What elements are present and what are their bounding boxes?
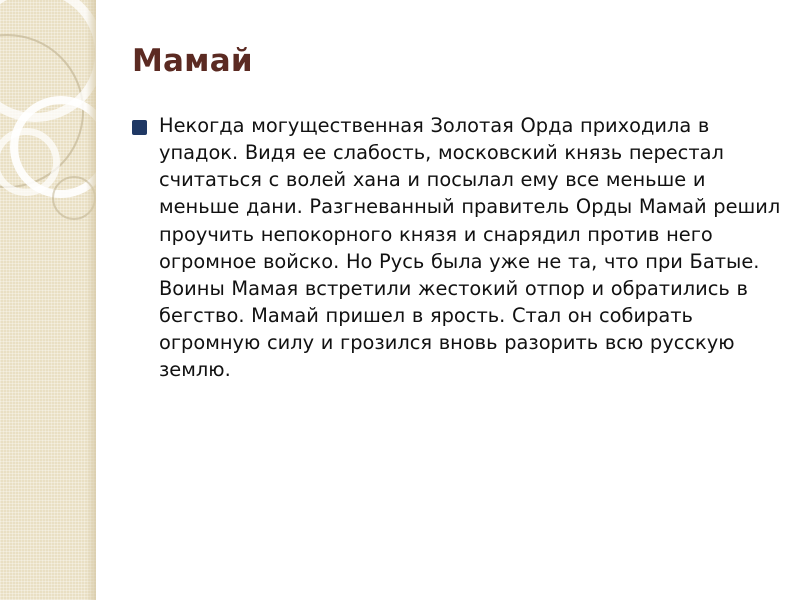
bullet-list: [132, 112, 788, 384]
square-bullet-icon: [132, 120, 147, 135]
list-item: [132, 112, 788, 384]
page-title: Мамай: [132, 43, 253, 79]
decorative-left-band: [0, 0, 96, 600]
band-edge-shadow: [86, 0, 96, 600]
slide-content: [96, 0, 800, 600]
bullet-item-text: Некогда могущественная Золотая Орда приходила в упадок. Видя ее слабость, московский князь перестал считаться с волей хана и посылал ему все меньше и меньше дани. Разгневанный правитель Орды Мамай решил проучить непокорного князя и снарядил против него огромное войско. Но Русь была уже не та, что при Батые. Воины Мамая встретили жестокий отпор и обратились в бегство. Мамай пришел в ярость. Стал он собирать огромную силу и грозился вновь разорить всю русскую землю.: [159, 114, 781, 382]
